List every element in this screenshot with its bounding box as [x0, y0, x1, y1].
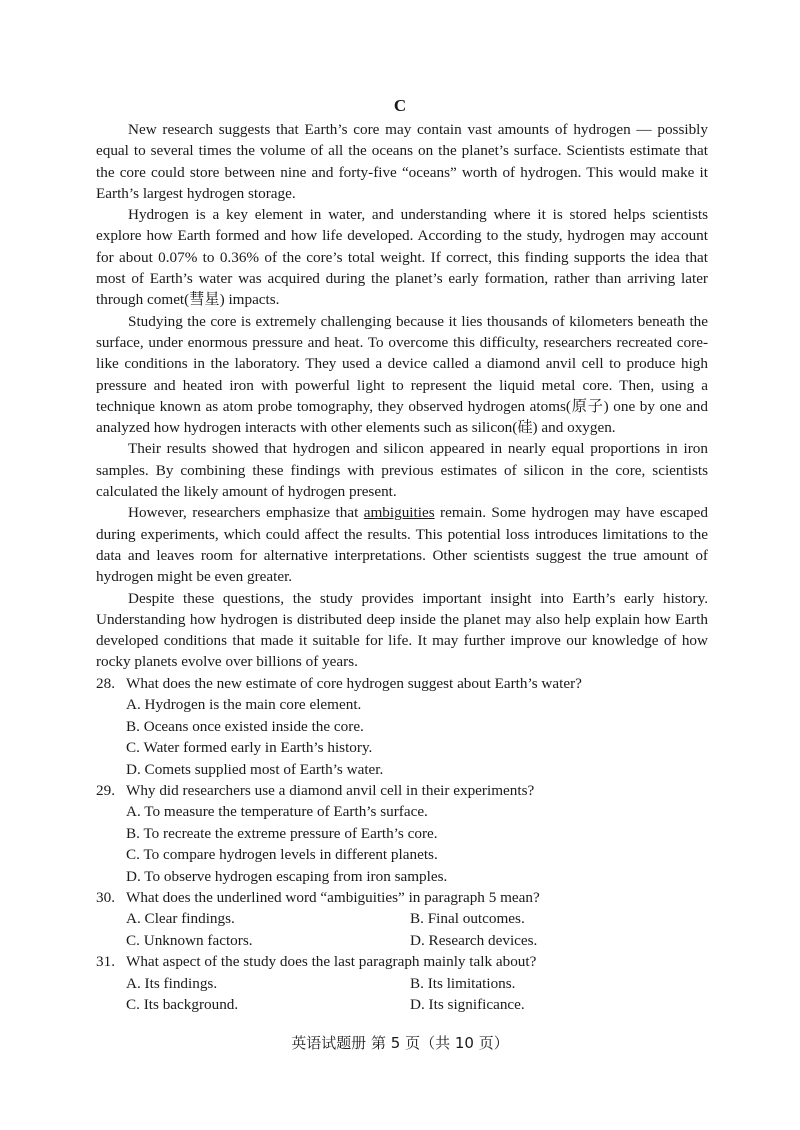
option-a: A. To measure the temperature of Earth’s surface. [126, 803, 428, 821]
question-text: Why did researchers use a diamond anvil cell in their experiments? [126, 782, 535, 800]
underlined-word: ambiguities [363, 504, 435, 522]
option-c: C. To compare hydrogen levels in different planets. [126, 846, 438, 864]
question-text: What does the underlined word “ambiguities” in paragraph 5 mean? [126, 889, 540, 907]
option-d: D. Its significance. [410, 996, 525, 1014]
paragraph-5 [96, 502, 708, 587]
question-stem [96, 951, 708, 972]
question-28 [96, 673, 708, 780]
question-number: 29. [96, 782, 115, 800]
option-c: C. Unknown factors. [126, 931, 253, 949]
option-c: C. Its background. [126, 996, 239, 1014]
paragraph-2: Hydrogen is a key element in water, and understanding where it is stored helps scientists explore how Earth formed and how life developed. According to the study, hydrogen may account for about 0.07% to 0.36% of the core’s total weight. If correct, this finding supports the idea that most of Earth’s water was acquired during the planet’s early formation, rather than arriving later through comet(彗星) impacts. [96, 206, 708, 309]
option-b: B. Final outcomes. [410, 910, 525, 928]
paragraph-4: Their results showed that hydrogen and silicon appeared in nearly equal proportions in iron samples. By combining these findings with previous estimates of silicon in the core, scientists calculated the likely amount of hydrogen present. [96, 440, 708, 501]
option-grid [96, 908, 708, 951]
question-31 [96, 951, 708, 1015]
option-d: D. Research devices. [410, 931, 538, 949]
option-c: C. Water formed early in Earth’s history. [126, 739, 373, 757]
option-a: A. Clear findings. [126, 910, 235, 928]
section-heading: C [393, 96, 407, 115]
question-stem [96, 780, 708, 801]
question-number: 30. [96, 889, 115, 907]
page-footer: 英语试题册 第 5 页（共 10 页） [291, 1034, 509, 1052]
option-b: B. Oceans once existed inside the core. [126, 717, 364, 735]
option-b: B. Its limitations. [410, 974, 516, 992]
question-number: 28. [96, 675, 115, 692]
option-b: B. To recreate the extreme pressure of Earth’s core. [126, 824, 438, 842]
option-d: D. To observe hydrogen escaping from iron samples. [126, 867, 448, 885]
question-29 [96, 780, 708, 887]
question-30 [96, 887, 708, 951]
question-list [96, 673, 708, 1016]
paragraph-5-start: However, researchers emphasize that [128, 504, 364, 522]
paragraph-6: Despite these questions, the study provides important insight into Earth’s early history. Understanding how hydrogen is distributed deep inside the planet may also help explain how Earth developed conditions that made it suitable for life. It may further improve our knowledge of how rocky planets evolve over billions of years. [96, 589, 708, 671]
option-a: A. Hydrogen is the main core element. [126, 696, 362, 714]
paragraph-5-end: remain. Some hydrogen may have escaped during experiments, which could affect the results. This potential loss introduces limitations to the data and leaves room for alternative interpretations. Other scientists suggest the true amount of hydrogen might be even greater. [96, 504, 708, 586]
paragraph-3: Studying the core is extremely challenging because it lies thousands of kilometers beneath the surface, under enormous pressure and heat. To overcome this difficulty, researchers recreated core-like conditions in the laboratory. They used a device called a diamond anvil cell to produce high pressure and heated iron with powerful light to represent the liquid metal core. Then, using a technique known as atom probe tomography, they observed hydrogen atoms(原子) one by one and analyzed how hydrogen interacts with other elements such as silicon(硅) and oxygen. [96, 312, 708, 437]
reading-passage [96, 119, 708, 673]
question-number: 31. [96, 953, 115, 971]
paragraph-1: New research suggests that Earth’s core may contain vast amounts of hydrogen — possibly equal to several times the volume of all the oceans on the planet’s surface. Scientists estimate that the core could store between nine and forty-five “oceans” worth of hydrogen. This would make it Earth’s largest hydrogen storage. [96, 121, 708, 202]
question-stem [96, 673, 708, 694]
option-d: D. Comets supplied most of Earth’s water. [126, 760, 384, 778]
option-a: A. Its findings. [126, 974, 218, 992]
question-text: What does the new estimate of core hydrogen suggest about Earth’s water? [126, 675, 582, 692]
option-grid [96, 973, 708, 1016]
question-text: What aspect of the study does the last paragraph mainly talk about? [126, 953, 537, 971]
question-stem [96, 887, 708, 908]
